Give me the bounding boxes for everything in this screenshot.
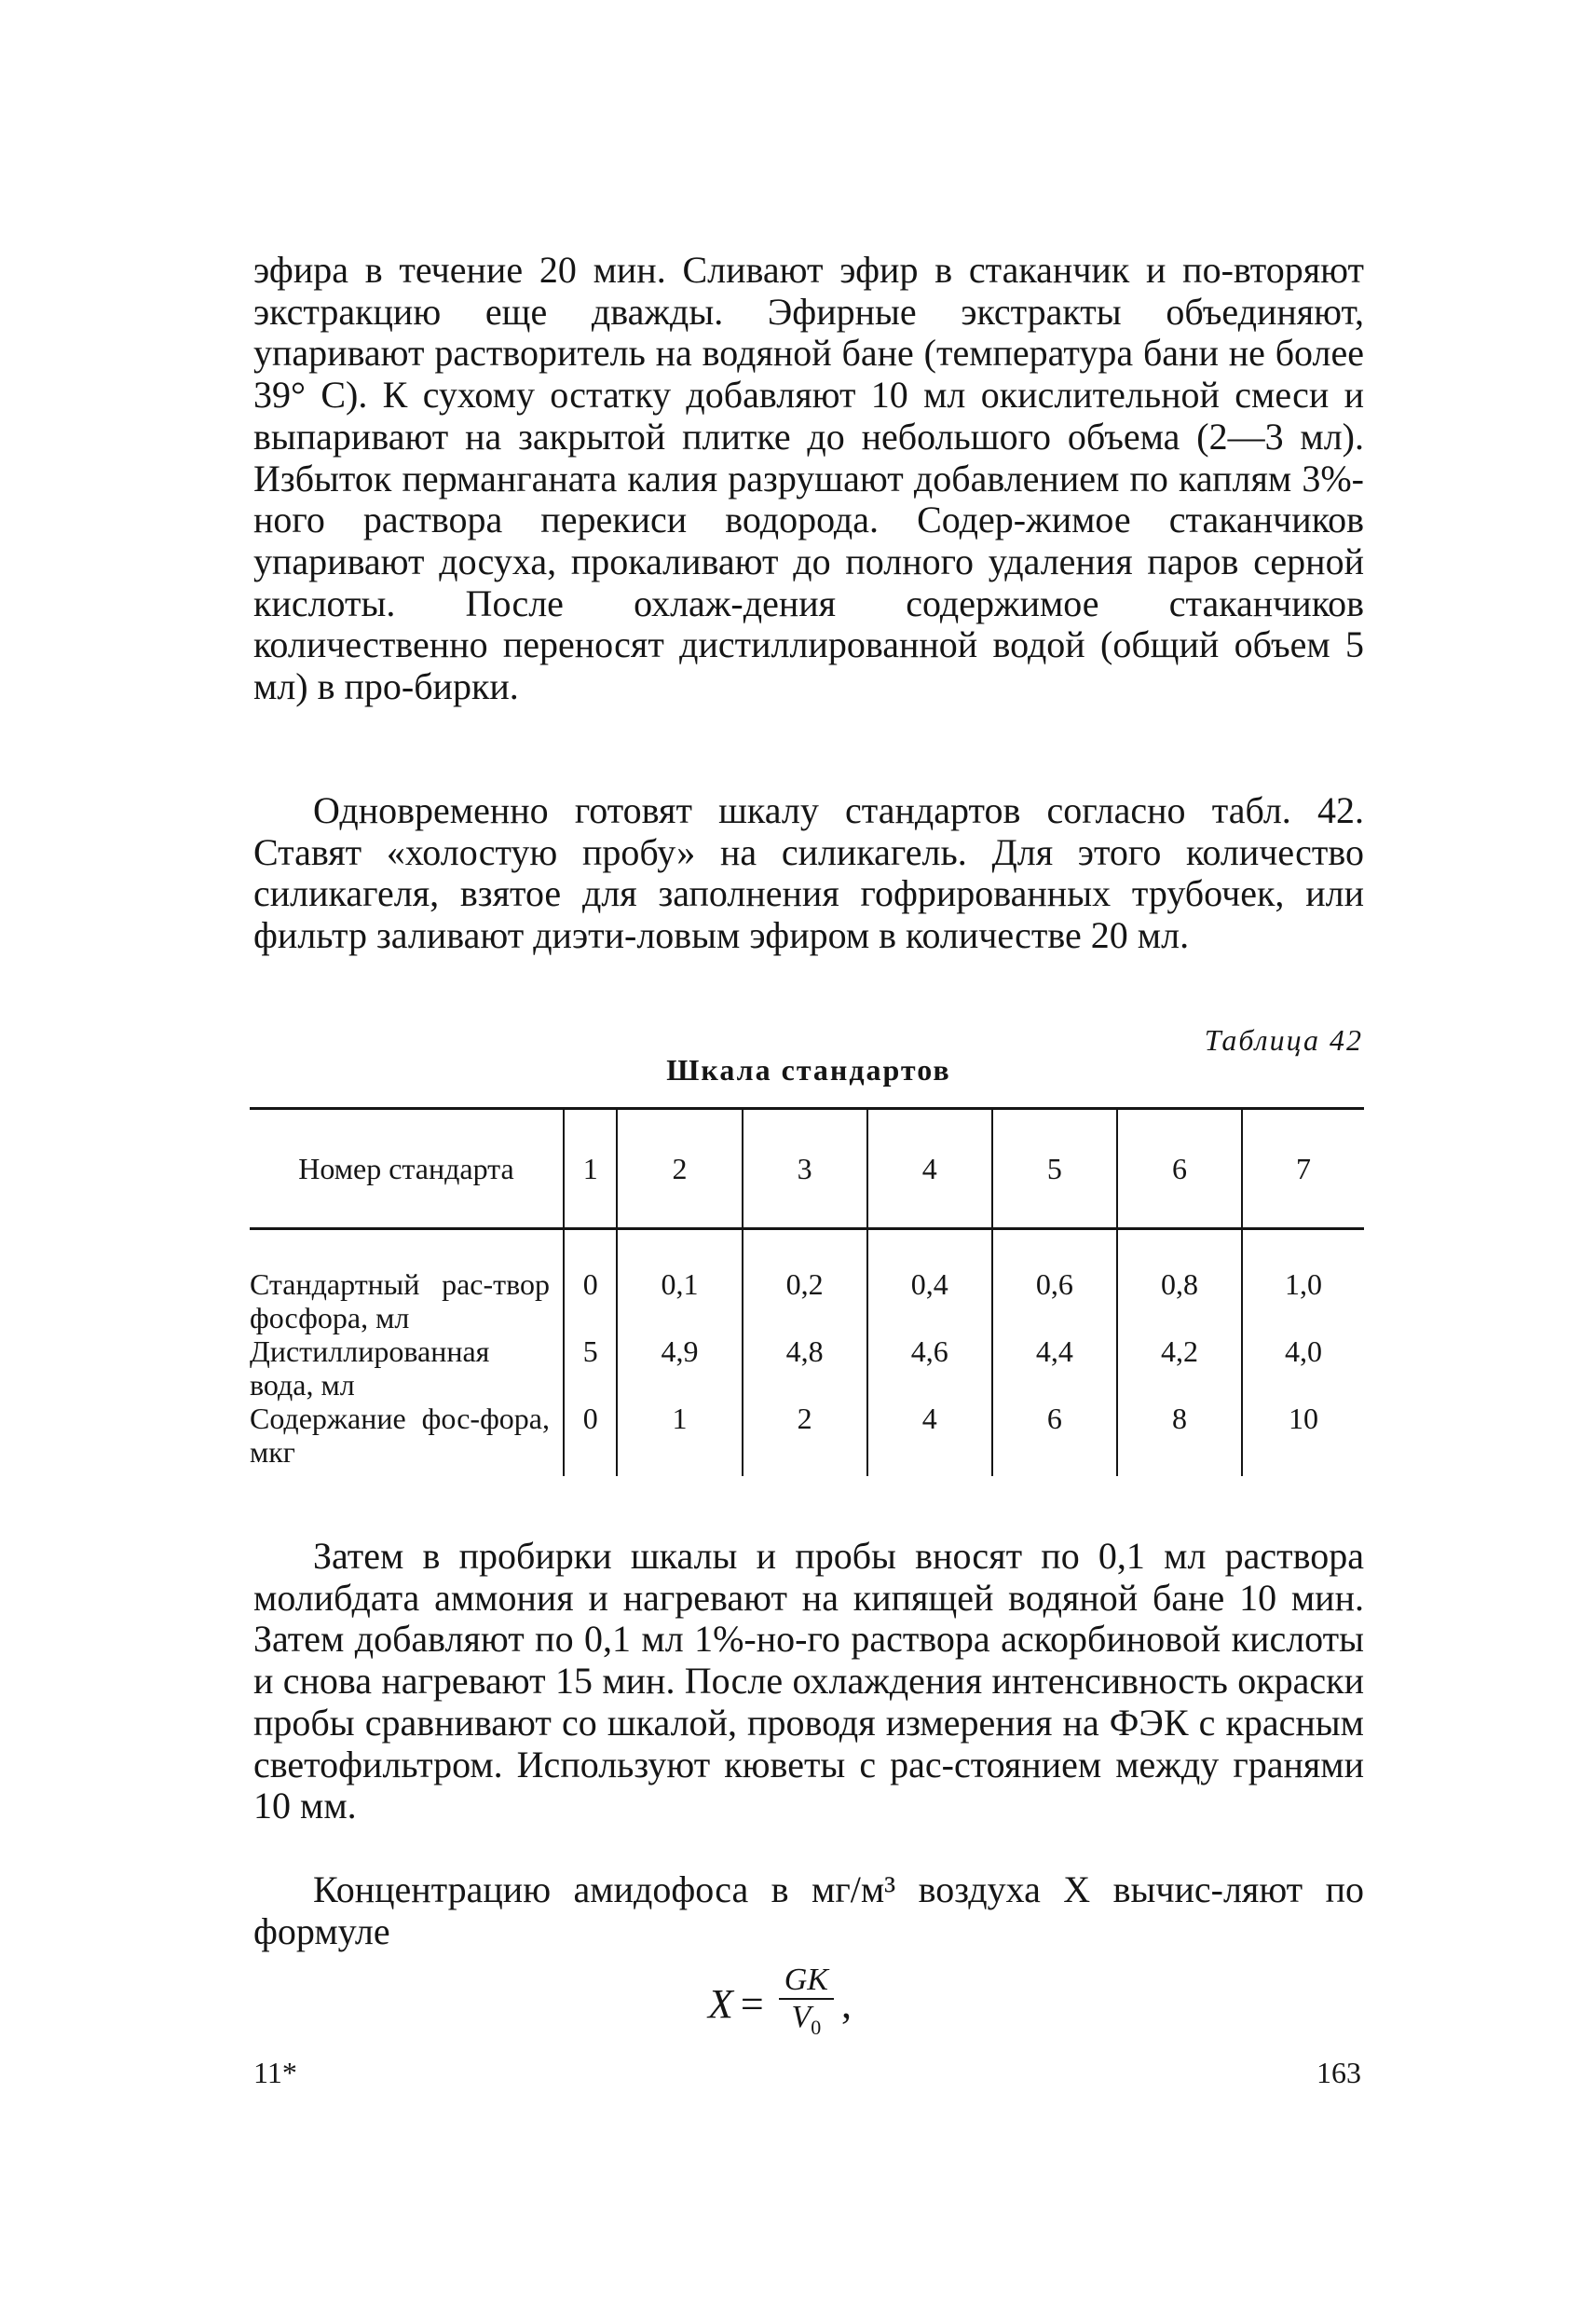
table-title: Шкала стандартов	[666, 1053, 951, 1087]
table-cell: 10	[1242, 1402, 1364, 1476]
header-col-7: 7	[1242, 1109, 1364, 1229]
table-cell: 0,1	[617, 1229, 742, 1335]
table-cell: 4,4	[992, 1334, 1117, 1402]
header-col-6: 6	[1117, 1109, 1242, 1229]
table-cell: 4,0	[1242, 1334, 1364, 1402]
table-cell: 0,2	[743, 1229, 867, 1335]
header-col-2: 2	[617, 1109, 742, 1229]
table-cell: 0,6	[992, 1229, 1117, 1335]
table-cell: 0,4	[867, 1229, 992, 1335]
table-cell: 0	[564, 1402, 617, 1476]
table-cell: 0,8	[1117, 1229, 1242, 1335]
header-col-4: 4	[867, 1109, 992, 1229]
formula-denominator-symbol: V	[791, 2000, 812, 2034]
table-cell: 4,2	[1117, 1334, 1242, 1402]
paragraph-procedure: Затем в пробирки шкалы и пробы вносят по 0,1 мл раствора молибдата аммония и нагревают на кипящей водяной бане 10 мин. Затем добавляют по 0,1 мл 1%-но-го раствора аскорбиновой кислоты и снова нагревают 15 мин. После охлаждения интенсивность окраски пробы сравнивают со шкалой, проводя измерения на ФЭК с красным светофильтром. Используют кюветы с рас-стоянием между гранями 10 мм.	[253, 1535, 1364, 1827]
table-cell: 2	[743, 1402, 867, 1476]
header-col-1: 1	[564, 1109, 617, 1229]
formula-denominator	[791, 2000, 821, 2045]
table-cell: 1	[617, 1402, 742, 1476]
page-number: 163	[1316, 2056, 1361, 2089]
paragraph-extraction: эфира в течение 20 мин. Сливают эфир в стаканчик и по-вторяют экстракцию еще дважды. Эфирные экстракты объединяют, упаривают растворитель на водяной бане (температура бани не более 39° С). К сухому остатку добавляют 10 мл окислительной смеси и выпаривают на закрытой плитке до небольшого объема (2—3 мл). Избыток перманганата калия разрушают добавлением по каплям 3%-ного раствора перекиси водорода. Содер-жимое стаканчиков упаривают досуха, прокаливают до полного удаления паров серной кислоты. После охлаж-дения содержимое стаканчиков количественно переносят дистиллированной водой (общий объем 5 мл) в про-бирки.	[253, 249, 1364, 708]
row-label: Стандартный рас-твор фосфора, мл	[250, 1267, 550, 1334]
row-label: Дистиллированная вода, мл	[250, 1334, 490, 1402]
signature-mark: 11*	[253, 2056, 297, 2089]
formula-fraction	[779, 1963, 834, 2045]
table-cell: 4,9	[617, 1334, 742, 1402]
header-col-3: 3	[743, 1109, 867, 1229]
table-cell: 4,6	[867, 1334, 992, 1402]
paragraph-standards: Одновременно готовят шкалу стандартов согласно табл. 42. Ставят «холостую пробу» на силикагель. Для этого количество силикагеля, взятое для заполнения гофрированных трубочек, или фильтр заливают диэти-ловым эфиром в количестве 20 мл.	[253, 789, 1364, 957]
table-row	[250, 1334, 1364, 1402]
formula-denominator-subscript: 0	[811, 2015, 822, 2039]
table-header-row	[250, 1109, 1364, 1229]
table-row	[250, 1402, 1364, 1476]
table-cell: 4	[867, 1402, 992, 1476]
row-label: Содержание фос-фора, мкг	[250, 1402, 550, 1469]
formula-trailing-comma: ,	[840, 1980, 852, 2027]
standards-table	[250, 1107, 1364, 1476]
formula-numerator: GK	[779, 1963, 834, 2000]
formula-equals: =	[740, 1980, 764, 2027]
paragraph-concentration: Концентрацию амидофоса в мг/м³ воздуха X вычис-ляют по формуле	[253, 1868, 1364, 1952]
table-row	[250, 1229, 1364, 1335]
header-col-5: 5	[992, 1109, 1117, 1229]
table-number-label: Таблица 42	[1204, 1023, 1363, 1057]
table-cell: 6	[992, 1402, 1117, 1476]
table-cell: 5	[564, 1334, 617, 1402]
table-cell: 0	[564, 1229, 617, 1335]
table-cell: 8	[1117, 1402, 1242, 1476]
table-cell: 1,0	[1242, 1229, 1364, 1335]
formula-lhs: X	[708, 1980, 733, 2027]
concentration-formula	[708, 1963, 852, 2045]
table-cell: 4,8	[743, 1334, 867, 1402]
header-standard-number: Номер стандарта	[250, 1109, 564, 1229]
